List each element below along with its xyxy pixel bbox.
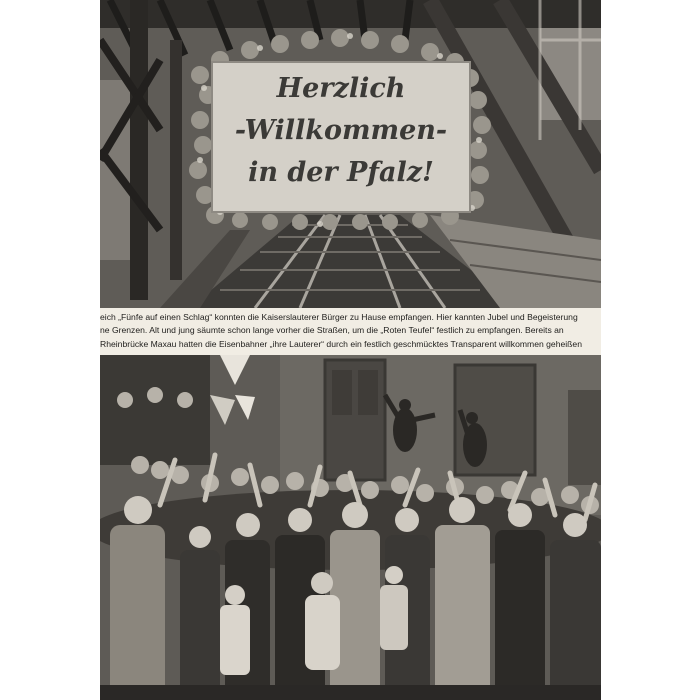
crowd-scene: [100, 355, 601, 700]
crowd-celebration-photo: [100, 355, 601, 700]
sign-text: [210, 68, 472, 194]
welcome-sign: [210, 60, 472, 210]
caption-line-3: Rheinbrücke Maxau hatten die Eisenbahner „ihre Lauterer“ durch ein festlich geschmücktes Transparent willkommen geheißen: [100, 338, 582, 349]
magazine-page: [100, 0, 601, 700]
bridge-welcome-photo: [100, 0, 601, 308]
sign-line-2: -Willkommen-: [234, 115, 448, 146]
sign-line-1: Herzlich: [276, 73, 406, 104]
caption-line-2: ne Grenzen. Alt und jung säumte schon lange vorher die Straßen, um die „Roten Teufel“ festlich zu empfangen. Bereits an: [100, 325, 564, 336]
caption-line-1: eich „Fünfe auf einen Schlag“ konnten die Kaiserslauterer Bürger zu Hause empfangen. Hier kannten Jubel und Begeisterung: [100, 312, 578, 322]
photo-caption: [100, 311, 601, 352]
sign-line-3: in der Pfalz!: [248, 157, 434, 188]
